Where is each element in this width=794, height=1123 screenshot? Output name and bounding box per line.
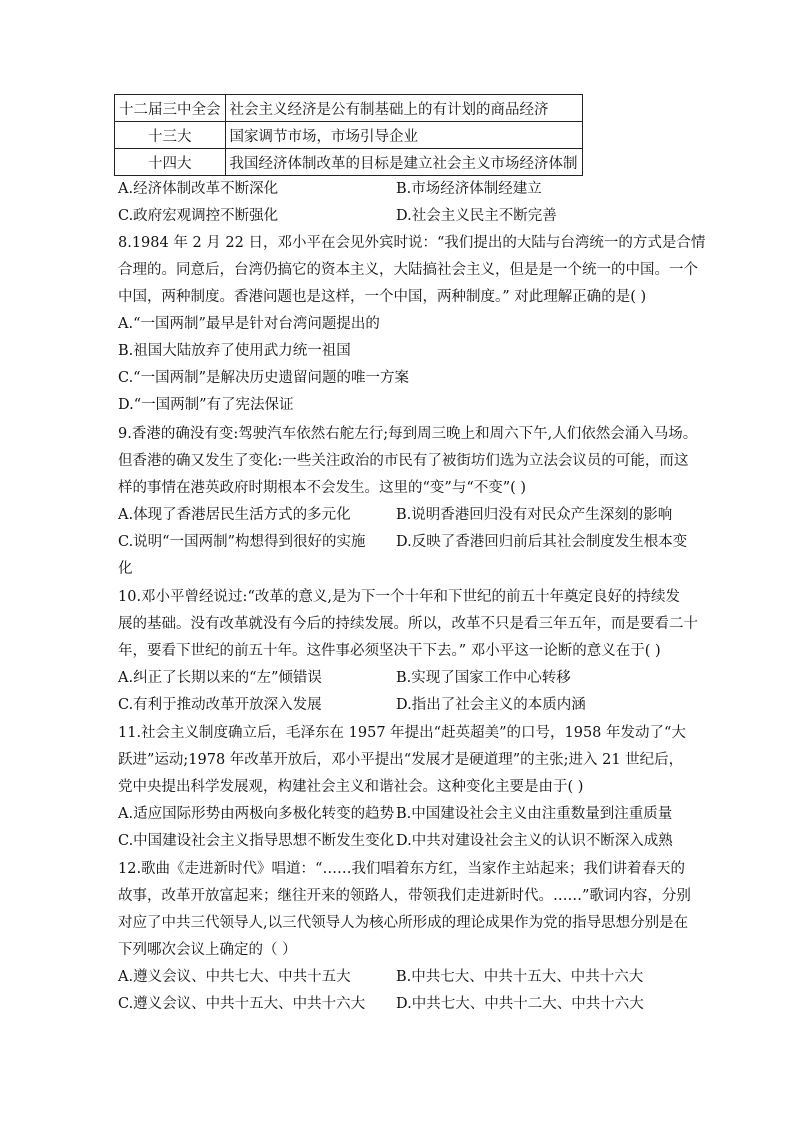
q7-comparison-table bbox=[114, 94, 583, 176]
meeting-cell: 十四大 bbox=[115, 149, 226, 176]
option-row bbox=[118, 991, 678, 1018]
content-cell: 国家调节市场，市场引导企业 bbox=[225, 122, 582, 149]
q9-option-d-continued: 化 bbox=[118, 561, 133, 577]
table-row bbox=[115, 95, 583, 122]
option-row bbox=[118, 176, 678, 203]
option-row bbox=[118, 964, 678, 991]
q12-stem-line: 故事，改革开放富起来；继往开来的领路人，带领我们走进新时代。……”歌词内容，分别 bbox=[118, 888, 691, 904]
q7-option-a[interactable]: A.经济体制改革不断深化 bbox=[118, 181, 279, 197]
table-row bbox=[115, 122, 583, 149]
q9-option-a[interactable]: A.体现了香港居民生活方式的多元化 bbox=[118, 507, 351, 523]
option-row bbox=[118, 828, 678, 855]
question-12 bbox=[118, 856, 691, 1018]
q12-stem-line: 12.歌曲《走进新时代》唱道：“……我们唱着东方红，当家作主站起来；我们讲着春天的 bbox=[118, 861, 685, 877]
question-9 bbox=[118, 421, 698, 583]
meeting-cell: 十二届三中全会 bbox=[115, 95, 226, 122]
q9-stem-line: 但香港的确又发生了变化:一些关注政治的市民有了被街坊们选为立法会议员的可能，而这 bbox=[118, 453, 689, 469]
table-row bbox=[115, 149, 583, 176]
q7-option-b[interactable]: B.市场经济体制经建立 bbox=[396, 181, 542, 197]
option-row bbox=[118, 801, 678, 828]
q11-stem-line: 党中央提出科学发展观，构建社会主义和谐社会。这种变化主要是由于( ) bbox=[118, 779, 584, 795]
q12-option-d[interactable]: D.中共七大、中共十二大、中共十六大 bbox=[396, 996, 644, 1012]
q11-option-c[interactable]: C.中国建设社会主义指导思想不断发生变化 bbox=[118, 833, 395, 849]
q8-stem-line: 8.1984 年 2 月 22 日，邓小平在会见外宾时说：“我们提出的大陆与台湾统一的方式是合情 bbox=[118, 235, 706, 251]
q11-stem-line: 11.社会主义制度确立后，毛泽东在 1957 年提出“赶英超美”的口号，1958 年发动了“大 bbox=[118, 725, 686, 741]
question-8 bbox=[118, 230, 706, 419]
option-row bbox=[118, 665, 678, 692]
q10-stem-line: 年，要看下世纪的前五十年。这件事必须坚决干下去。” 邓小平这一论断的意义在于( ) bbox=[118, 643, 661, 659]
q10-stem-line: 展的基础。没有改革就没有今后的持续发展。所以，改革不只是看三年五年，而是要看二十 bbox=[118, 616, 698, 632]
q8-stem-line: 合理的。同意后，台湾仍搞它的资本主义，大陆搞社会主义，但是是一个统一的中国。一个 bbox=[118, 262, 698, 278]
q11-option-b[interactable]: B.中国建设社会主义由注重数量到注重质量 bbox=[396, 806, 673, 822]
q8-stem-line: 中国，两种制度。香港问题也是这样，一个中国，两种制度。” 对此理解正确的是( ) bbox=[118, 289, 647, 305]
option-row bbox=[118, 203, 678, 230]
q10-option-d[interactable]: D.指出了社会主义的本质内涵 bbox=[396, 697, 586, 713]
content-cell: 我国经济体制改革的目标是建立社会主义市场经济体制 bbox=[225, 149, 582, 176]
q8-option-b[interactable]: B.祖国大陆放弃了使用武力统一祖国 bbox=[118, 343, 351, 359]
q12-option-b[interactable]: B.中共七大、中共十五大、中共十六大 bbox=[396, 969, 644, 985]
q11-option-d[interactable]: D.中共对建设社会主义的认识不断深入成熟 bbox=[396, 833, 673, 849]
q8-option-c[interactable]: C.“一国两制”是解决历史遗留问题的唯一方案 bbox=[118, 370, 410, 386]
option-row bbox=[118, 529, 688, 556]
q9-option-d[interactable]: D.反映了香港回归前后其社会制度发生根本变 bbox=[396, 534, 688, 550]
q12-option-a[interactable]: A.遵义会议、中共七大、中共十五大 bbox=[118, 969, 351, 985]
question-10 bbox=[118, 584, 698, 719]
content-cell: 社会主义经济是公有制基础上的有计划的商品经济 bbox=[225, 95, 582, 122]
q9-stem-line: 9.香港的确没有变:驾驶汽车依然右舵左行;每到周三晚上和周六下午,人们依然会涌入马场。 bbox=[118, 426, 698, 442]
q12-stem-line: 下列哪次会议上确定的（ ） bbox=[118, 942, 297, 958]
q8-option-d[interactable]: D.“一国两制”有了宪法保证 bbox=[118, 397, 294, 413]
q9-option-b[interactable]: B.说明香港回归没有对民众产生深刻的影响 bbox=[396, 507, 673, 523]
q12-stem-line: 对应了中共三代领导人,以三代领导人为核心所形成的理论成果作为党的指导思想分别是在 bbox=[118, 915, 689, 931]
q11-option-a[interactable]: A.适应国际形势由两极向多极化转变的趋势 bbox=[118, 806, 395, 822]
q7-options bbox=[118, 176, 678, 230]
q10-stem-line: 10.邓小平曾经说过:“改革的意义,是为下一个十年和下世纪的前五十年奠定良好的持续发 bbox=[118, 589, 680, 605]
meeting-cell: 十三大 bbox=[115, 122, 226, 149]
q9-stem-line: 样的事情在港英政府时期根本不会发生。这里的“变”与“不变”( ) bbox=[118, 480, 527, 496]
q12-option-c[interactable]: C.遵义会议、中共十五大、中共十六大 bbox=[118, 996, 366, 1012]
q7-option-d[interactable]: D.社会主义民主不断完善 bbox=[396, 208, 557, 224]
q7-option-c[interactable]: C.政府宏观调控不断强化 bbox=[118, 208, 279, 224]
option-row bbox=[118, 692, 678, 719]
q8-option-a[interactable]: A.“一国两制”最早是针对台湾问题提出的 bbox=[118, 316, 380, 332]
q11-stem-line: 跃进”运动;1978 年改革开放后，邓小平提出“发展才是硬道理”的主张;进入 21 世纪后， bbox=[118, 752, 684, 768]
q10-option-b[interactable]: B.实现了国家工作中心转移 bbox=[396, 670, 571, 686]
question-11 bbox=[118, 720, 686, 855]
q10-option-a[interactable]: A.纠正了长期以来的“左”倾错误 bbox=[118, 670, 322, 686]
q9-option-c[interactable]: C.说明“一国两制”构想得到很好的实施 bbox=[118, 534, 366, 550]
option-row bbox=[118, 502, 678, 529]
q10-option-c[interactable]: C.有利于推动改革开放深入发展 bbox=[118, 697, 322, 713]
